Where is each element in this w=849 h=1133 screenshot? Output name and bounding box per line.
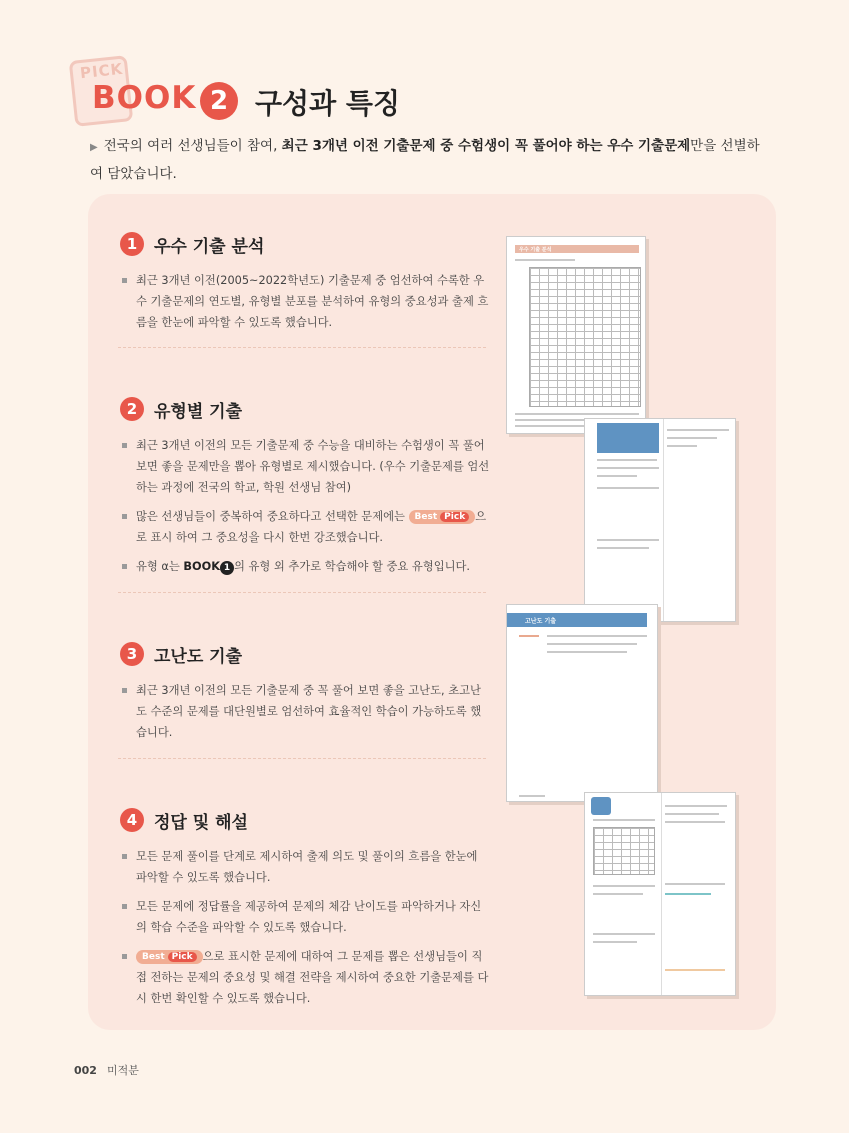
best-pick-badge: Best Pick [409,510,476,524]
dashed-divider [118,347,486,348]
section-bullet: 많은 선생님들이 중복하여 중요하다고 선택한 문제에는 Best Pick 으로 표시 하여 그 중요성을 다시 한번 강조했습니다. [120,506,490,548]
section-number: 4 [120,808,144,832]
triangle-bullet-icon: ▶ [90,142,98,153]
section-bullet: 최근 3개년 이전의 모든 기출문제 중 수능을 대비하는 수험생이 꼭 풀어 보면 좋을 문제만을 뽑아 유형별로 제시했습니다. (우수 기출문제를 엄선하는 과정에 전국의 학교, 학원 선생님 참여) [120,435,490,498]
dashed-divider [118,592,486,593]
book-number-badge: 2 [200,82,238,120]
section-number: 1 [120,232,144,256]
section-bullet: Best Pick 으로 표시한 문제에 대하여 그 문제를 뽑은 선생님들이 직접 전하는 문제의 중요성 및 해결 전략을 제시하여 중요한 기출문제를 다시 한번 확인할 수 있도록 했습니다. [120,946,490,1009]
thumbnail-type-page [584,418,736,622]
section-high-difficulty [120,640,490,751]
page-footer [74,1062,139,1078]
page-title: 구성과 특징 [255,87,400,120]
section-number: 2 [120,397,144,421]
dashed-divider [118,758,486,759]
page-number: 002 [74,1064,97,1077]
section-bullet: 유형 α는 BOOK 1 의 유형 외 추가로 학습해야 할 중요 유형입니다. [120,556,490,577]
subject-name: 미적분 [106,1064,139,1077]
pick-tag: PICK [79,59,125,83]
section-answers [120,806,490,1017]
thumbnail-answers-page [584,792,736,996]
section-title: 우수 기출 분석 [154,236,265,257]
section-bullet: 모든 문제에 정답률을 제공하여 문제의 체감 난이도를 파악하거나 자신의 학습 수준을 파악할 수 있도록 했습니다. [120,896,490,938]
section-title: 유형별 기출 [154,401,243,422]
section-bullet: 최근 3개년 이전(2005~2022학년도) 기출문제 중 엄선하여 수록한 우수 기출문제의 연도별, 유형별 분포를 분석하여 유형의 중요성과 출제 흐름을 한눈에 파악할 수 있도록 했습니다. [120,270,490,333]
section-bullet: 모든 문제 풀이를 단계로 제시하여 출제 의도 및 풀이의 흐름을 한눈에 파악할 수 있도록 했습니다. [120,846,490,888]
section-best-analysis [120,230,490,341]
best-pick-badge: Best Pick [136,950,203,964]
section-number: 3 [120,642,144,666]
section-bullet: 최근 3개년 이전의 모든 기출문제 중 꼭 풀어 보면 좋을 고난도, 초고난도 수준의 문제를 대단원별로 엄선하여 효율적인 학습이 가능하도록 했습니다. [120,680,490,743]
section-title: 고난도 기출 [154,646,243,667]
thumbnail-high-difficulty-page: 고난도 기출 [506,604,658,802]
book-one-badge: 1 [220,561,234,575]
book-word: BOOK [92,80,197,116]
intro-text: ▶ 전국의 여러 선생님들이 참여, 최근 3개년 이전 기출문제 중 수험생이 꼭 풀어야 하는 우수 기출문제만을 선별하여 담았습니다. [90,138,760,182]
thumbnail-analysis-page: 우수 기출 분석 [506,236,646,434]
section-title: 정답 및 해설 [154,812,248,833]
section-by-type [120,395,490,585]
